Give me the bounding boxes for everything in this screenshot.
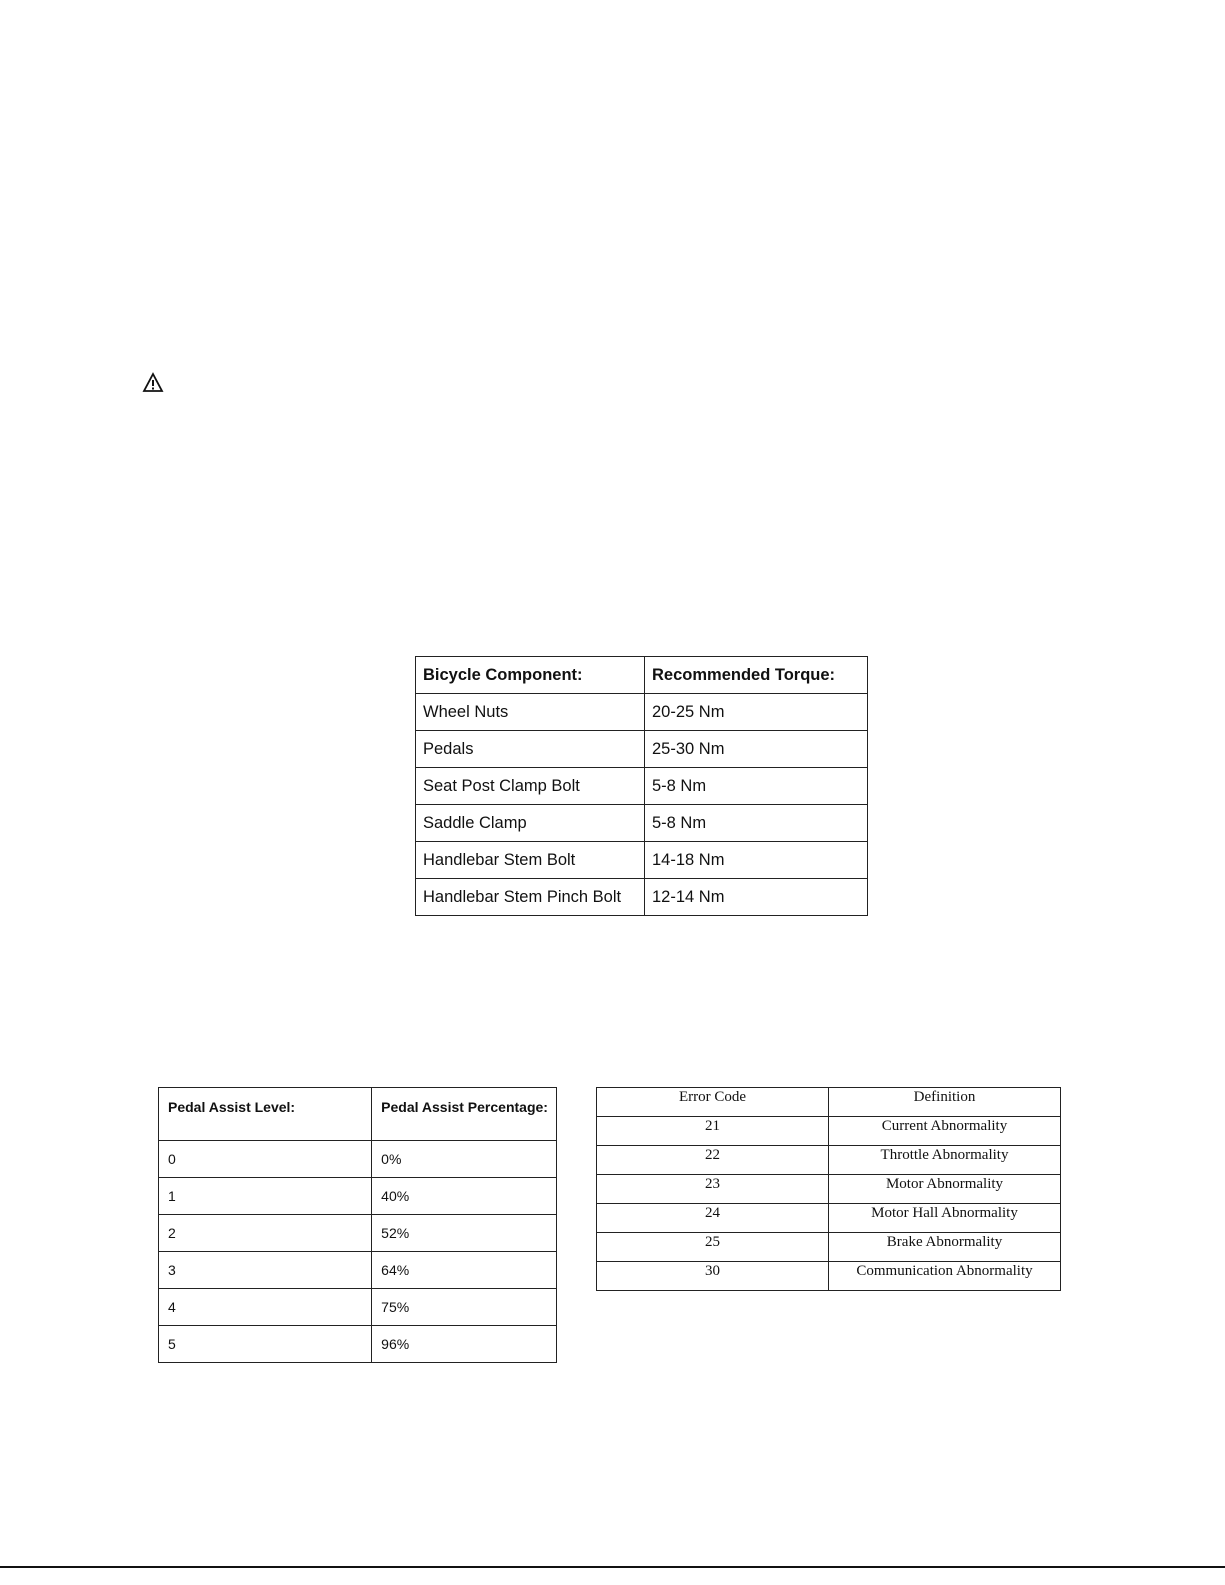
table-cell: 12-14 Nm <box>645 879 868 916</box>
table-cell: 20-25 Nm <box>645 694 868 731</box>
table-header-row <box>416 657 868 694</box>
table-cell: Handlebar Stem Bolt <box>416 842 645 879</box>
table-row <box>416 768 868 805</box>
table-row <box>597 1117 1061 1146</box>
header-cell: Definition <box>829 1088 1061 1117</box>
table-cell: 96% <box>372 1326 557 1363</box>
table-row <box>416 731 868 768</box>
table-row <box>159 1252 557 1289</box>
table-row <box>416 842 868 879</box>
table-cell: Throttle Abnormality <box>829 1146 1061 1175</box>
header-cell: Error Code <box>597 1088 829 1117</box>
table-row <box>416 694 868 731</box>
page-bottom-rule <box>0 1566 1225 1568</box>
table-row <box>159 1289 557 1326</box>
error-code-table <box>596 1087 1061 1291</box>
table-row <box>597 1146 1061 1175</box>
table-cell: Pedals <box>416 731 645 768</box>
table-cell: 25 <box>597 1233 829 1262</box>
table-cell: 5 <box>159 1326 372 1363</box>
header-cell: Bicycle Component: <box>416 657 645 694</box>
table-header-row <box>597 1088 1061 1117</box>
table-cell: 30 <box>597 1262 829 1291</box>
table-cell: 5-8 Nm <box>645 805 868 842</box>
table-cell: 5-8 Nm <box>645 768 868 805</box>
table-row <box>597 1233 1061 1262</box>
header-cell: Pedal Assist Level: <box>159 1088 372 1141</box>
pedal-assist-table <box>158 1087 557 1363</box>
table-cell: 2 <box>159 1215 372 1252</box>
table-cell: Brake Abnormality <box>829 1233 1061 1262</box>
torque-table <box>415 656 868 916</box>
header-cell: Recommended Torque: <box>645 657 868 694</box>
table-cell: Motor Hall Abnormality <box>829 1204 1061 1233</box>
table-cell: 75% <box>372 1289 557 1326</box>
table-cell: Saddle Clamp <box>416 805 645 842</box>
table-cell: 4 <box>159 1289 372 1326</box>
table-cell: 1 <box>159 1178 372 1215</box>
table-cell: 24 <box>597 1204 829 1233</box>
table-row <box>159 1141 557 1178</box>
table-header-row <box>159 1088 557 1141</box>
table-row <box>597 1262 1061 1291</box>
table-row <box>159 1215 557 1252</box>
table-row <box>597 1175 1061 1204</box>
table-cell: 22 <box>597 1146 829 1175</box>
table-cell: Handlebar Stem Pinch Bolt <box>416 879 645 916</box>
table-cell: 23 <box>597 1175 829 1204</box>
table-cell: 21 <box>597 1117 829 1146</box>
table-cell: 25-30 Nm <box>645 731 868 768</box>
warning-triangle-icon <box>142 372 164 394</box>
table-cell: 52% <box>372 1215 557 1252</box>
header-cell: Pedal Assist Percentage: <box>372 1088 557 1141</box>
table-cell: Communication Abnormality <box>829 1262 1061 1291</box>
table-cell: 64% <box>372 1252 557 1289</box>
table-cell: 3 <box>159 1252 372 1289</box>
table-cell: Wheel Nuts <box>416 694 645 731</box>
table-row <box>416 879 868 916</box>
table-cell: 14-18 Nm <box>645 842 868 879</box>
table-row <box>597 1204 1061 1233</box>
table-row <box>159 1326 557 1363</box>
table-row <box>416 805 868 842</box>
table-cell: Current Abnormality <box>829 1117 1061 1146</box>
table-cell: 0% <box>372 1141 557 1178</box>
table-row <box>159 1178 557 1215</box>
table-cell: 0 <box>159 1141 372 1178</box>
table-cell: 40% <box>372 1178 557 1215</box>
table-cell: Motor Abnormality <box>829 1175 1061 1204</box>
table-cell: Seat Post Clamp Bolt <box>416 768 645 805</box>
